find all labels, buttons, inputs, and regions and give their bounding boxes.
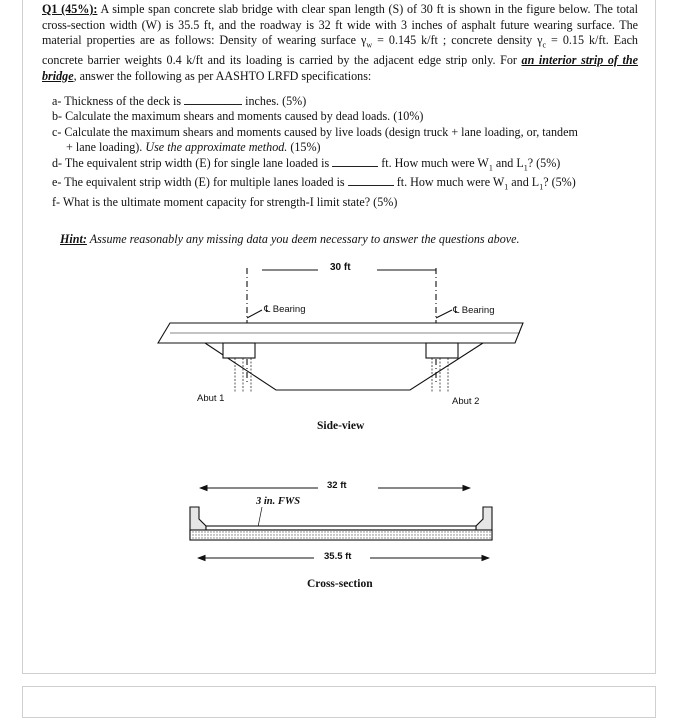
piles-left xyxy=(235,358,251,392)
item-e-suffix: ? (5%) xyxy=(543,175,576,190)
bearing-leader-left xyxy=(247,310,262,318)
item-a-suffix: inches. (5%) xyxy=(242,94,307,108)
fws-leader xyxy=(258,507,262,527)
interior-strip-emphasis: an interior strip of the bridge xyxy=(42,53,638,83)
hint-label: Hint: xyxy=(60,232,87,246)
intro-text-1: A simple span concrete slab bridge with clear span length (S) of 30 ft is shown in the figure below. The total cross-section width (W) is 35.5 ft, and the roadway is 32 ft wide with 3 inches of asphalt future wearing surface. The material properties are as follows: Density of wearing surface γ xyxy=(42,2,638,48)
wearing-surface xyxy=(206,526,476,530)
item-d-sub1: 1 xyxy=(488,163,493,173)
item-e-sub1: 1 xyxy=(504,182,509,192)
side-view-caption: Side-view xyxy=(317,420,365,432)
bearing-label-right: ℄ Bearing xyxy=(453,305,495,316)
item-e-sub2: 1 xyxy=(539,182,544,192)
item-c-italic: Use the approximate method. xyxy=(145,140,288,155)
piles-right xyxy=(432,358,448,392)
item-a-text: a- Thickness of the deck is xyxy=(52,94,185,108)
intro-text-2: = 0.145 k/ft ; concrete density γ xyxy=(372,33,543,48)
item-d-mid: ft. How much were W xyxy=(378,155,489,170)
item-d-suffix: ? (5%) xyxy=(527,155,561,170)
cross-section-caption: Cross-section xyxy=(307,578,373,590)
slab-section xyxy=(190,530,492,540)
gamma-w-subscript: w xyxy=(366,40,373,50)
item-e-mid: ft. How much were W xyxy=(393,175,505,190)
item-c-suffix: (15%) xyxy=(287,140,321,155)
bearing-label-left: ℄ Bearing xyxy=(264,304,306,315)
intro-text-4: , answer the following as per AASHTO LRFD specifications: xyxy=(73,68,372,83)
item-d-sub2: 1 xyxy=(523,163,528,173)
span-label: 30 ft xyxy=(330,262,351,273)
item-b: b- Calculate the maximum shears and moments caused by dead loads. (10%) xyxy=(52,109,424,124)
cross-section-drawing xyxy=(190,488,492,558)
item-f: f- What is the ultimate moment capacity for strength-I limit state? (5%) xyxy=(52,195,398,210)
hint-text: Assume reasonably any missing data you deem necessary to answer the questions above. xyxy=(86,232,520,246)
fws-label: 3 in. FWS xyxy=(256,496,301,507)
item-d-text: d- The equivalent strip width (E) for single lane loaded is xyxy=(52,155,333,170)
bearing-leader-right xyxy=(436,310,452,318)
question-label: Q1 (45%): xyxy=(42,2,98,16)
roadway-width-label: 32 ft xyxy=(327,480,347,491)
intro-text-3: = 0.15 k/ft. Each concrete barrier weights 0.4 k/ft and its loading is carried by the adjacent edge strip only. For xyxy=(42,33,638,68)
abutment-2 xyxy=(426,343,458,358)
side-view-drawing xyxy=(158,268,523,392)
abut-2-label: Abut 2 xyxy=(452,396,480,407)
item-c: c- Calculate the maximum shears and moments caused by live loads (design truck + lane loading, or, tandem xyxy=(52,124,578,139)
item-e-and: and L xyxy=(508,175,540,190)
total-width-label: 35.5 ft xyxy=(324,551,352,562)
gamma-c-subscript: c xyxy=(542,40,547,50)
abut-1-label: Abut 1 xyxy=(197,393,225,404)
abutment-1 xyxy=(223,343,255,358)
item-c-text: + lane loading). xyxy=(66,140,146,155)
item-d-and: and L xyxy=(492,155,524,170)
item-e-text: e- The equivalent strip width (E) for multiple lanes loaded is xyxy=(52,175,348,190)
